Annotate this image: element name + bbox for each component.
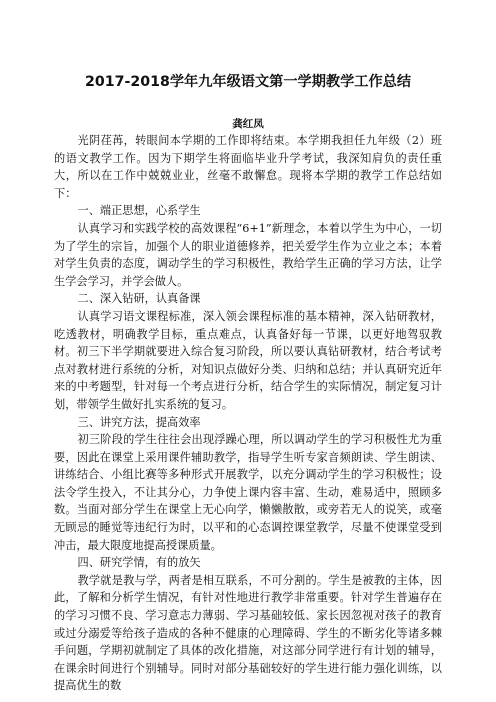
section-heading: 二、深入钻研，认真备课 [77,292,201,306]
section-heading: 一、端正思想，心系学生 [77,204,201,218]
section-heading: 三、讲究方法，提高效率 [77,415,201,429]
paragraph: 初三阶段的学生往往会出现浮躁心理，所以调动学生的学习积极性尤为重要，因此在课堂上采用课件辅助教学，指导学生听专家音频朗读、学生朗读、讲练结合、小组比赛等多种形式开展教学，以充分调动学生的学习积极性；设法令学生投入，不让其分心，力争使上课内容丰富、生动，难易适中，照顾多数。当面对部分学生在课堂上无心向学，懒懒散散，或旁若无人的说笑，或毫无顾忌的睡觉等违纪行为时，以平和的心态调控课堂教学，尽量不使课堂受到冲击，最大限度地提高授课质量。 [54,433,442,552]
paragraph: 认真学习语文课程标准，深入领会课程标准的基本精神，深入钻研教材，吃透教材，明确教学目标，重点难点，认真备好每一节课，以更好地驾驭教材。初三下半学期就要进入综合复习阶段，所以要认真钻研教材，结合考试考点对教材进行系统的分析，对知识点做好分类、归纳和总结；并认真研究近年来的中考题型，针对每一个考点进行分析，结合学生的实际情况，制定复习计划，带领学生做好扎实系统的复习。 [54,309,442,411]
document-author: 龚红凤 [232,118,264,130]
paragraph: 认真学习和实践学校的高效课程“6+1”新理念，本着以学生为中心，一切为了学生的宗旨，加强个人的职业道德修养，把关爱学生作为立业之本；本着对学生负责的态度，调动学生的学习积极性，教给学生正确的学习方法，让学生学会学习，并学会做人。 [54,221,442,288]
paragraph: 教学就是教与学，两者是相互联系，不可分割的。学生是被教的主体，因此，了解和分析学生情况，有针对性地进行教学非常重要。针对学生普遍存在的学习习惯不良、学习意志力薄弱、学习基础较低、家长因忽视对孩子的教育或过分溺爱等给孩子造成的各种不健康的心理障碍、学生的不断劣化等诸多棘手问题，学期初就制定了具体的改化措施，对这部分同学进行有计划的辅导，在课余时间进行个别辅导。同时对部分基础较好的学生进行能力强化训练，以提高优生的数 [54,573,442,693]
document-title: 2017-2018学年九年级语文第一学期教学工作总结 [84,74,412,90]
paragraph: 光阴荏苒，转眼间本学期的工作即将结束。本学期我担任九年级（2）班的语文教学工作。因为下期学生将面临毕业升学考试，我深知肩负的责任重大，所以在工作中兢兢业业，丝毫不敢懈怠。现将本学期的教学工作总结如下： [54,134,442,200]
document-body [54,132,442,695]
section-heading: 四、研究学情，有的放矢 [77,556,201,570]
